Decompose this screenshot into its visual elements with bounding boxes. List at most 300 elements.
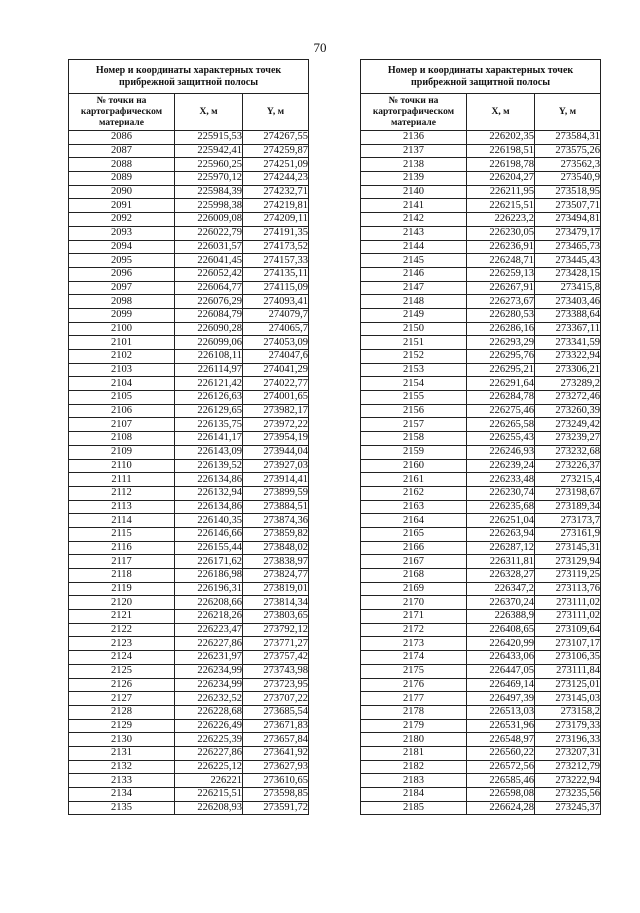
point-number-cell: 2086 <box>69 131 175 145</box>
point-number-cell: 2093 <box>69 226 175 240</box>
table-row <box>69 486 309 500</box>
table-row <box>361 705 601 719</box>
y-coordinate-cell: 273944,04 <box>243 445 309 459</box>
column-header-point-number: № точки на картографическом материале <box>69 94 175 131</box>
x-coordinate-cell: 226108,11 <box>175 350 243 364</box>
point-number-cell: 2108 <box>69 432 175 446</box>
column-header-x: X, м <box>175 94 243 131</box>
table-row <box>361 404 601 418</box>
x-coordinate-cell: 226064,77 <box>175 281 243 295</box>
x-coordinate-cell: 226293,29 <box>467 336 535 350</box>
point-number-cell: 2110 <box>69 459 175 473</box>
table-row <box>361 185 601 199</box>
table-row <box>69 705 309 719</box>
y-coordinate-cell: 274244,23 <box>243 172 309 186</box>
point-number-cell: 2126 <box>69 678 175 692</box>
y-coordinate-cell: 273707,22 <box>243 692 309 706</box>
y-coordinate-cell: 273388,64 <box>535 308 601 322</box>
table-row <box>361 541 601 555</box>
x-coordinate-cell: 226295,76 <box>467 350 535 364</box>
x-coordinate-cell: 226263,94 <box>467 527 535 541</box>
table-row <box>69 254 309 268</box>
point-number-cell: 2088 <box>69 158 175 172</box>
point-number-cell: 2131 <box>69 746 175 760</box>
y-coordinate-cell: 273207,31 <box>535 746 601 760</box>
x-coordinate-cell: 226132,94 <box>175 486 243 500</box>
table-row <box>69 610 309 624</box>
point-number-cell: 2102 <box>69 350 175 364</box>
x-coordinate-cell: 226135,75 <box>175 418 243 432</box>
point-number-cell: 2137 <box>361 144 467 158</box>
y-coordinate-cell: 274022,77 <box>243 377 309 391</box>
table-row <box>361 144 601 158</box>
point-number-cell: 2132 <box>69 760 175 774</box>
x-coordinate-cell: 226052,42 <box>175 267 243 281</box>
point-number-cell: 2157 <box>361 418 467 432</box>
x-coordinate-cell: 226134,86 <box>175 473 243 487</box>
point-number-cell: 2092 <box>69 213 175 227</box>
x-coordinate-cell: 226009,08 <box>175 213 243 227</box>
point-number-cell: 2161 <box>361 473 467 487</box>
y-coordinate-cell: 273113,76 <box>535 582 601 596</box>
table-row <box>69 801 309 815</box>
table-row <box>361 226 601 240</box>
y-coordinate-cell: 273598,85 <box>243 788 309 802</box>
x-coordinate-cell: 226370,24 <box>467 596 535 610</box>
page-number: 70 <box>313 40 327 55</box>
x-coordinate-cell: 226235,68 <box>467 500 535 514</box>
x-coordinate-cell: 226287,12 <box>467 541 535 555</box>
point-number-cell: 2089 <box>69 172 175 186</box>
table-row <box>69 760 309 774</box>
x-coordinate-cell: 226218,26 <box>175 610 243 624</box>
y-coordinate-cell: 273196,33 <box>535 733 601 747</box>
column-header-point-number: № точки на картографическом материале <box>361 94 467 131</box>
table-row <box>69 527 309 541</box>
table-row <box>69 541 309 555</box>
point-number-cell: 2139 <box>361 172 467 186</box>
point-number-cell: 2181 <box>361 746 467 760</box>
table-row <box>361 623 601 637</box>
x-coordinate-cell: 226388,9 <box>467 610 535 624</box>
point-number-cell: 2113 <box>69 500 175 514</box>
x-coordinate-cell: 226497,39 <box>467 692 535 706</box>
x-coordinate-cell: 226171,62 <box>175 555 243 569</box>
y-coordinate-cell: 273249,42 <box>535 418 601 432</box>
point-number-cell: 2177 <box>361 692 467 706</box>
point-number-cell: 2100 <box>69 322 175 336</box>
point-number-cell: 2144 <box>361 240 467 254</box>
point-number-cell: 2171 <box>361 610 467 624</box>
table-row <box>361 308 601 322</box>
table-row <box>69 569 309 583</box>
table-row <box>69 746 309 760</box>
table-row <box>69 432 309 446</box>
x-coordinate-cell: 226223,47 <box>175 623 243 637</box>
y-coordinate-cell: 273111,84 <box>535 664 601 678</box>
table-row <box>69 336 309 350</box>
x-coordinate-cell: 225970,12 <box>175 172 243 186</box>
point-number-cell: 2101 <box>69 336 175 350</box>
table-row <box>361 678 601 692</box>
x-coordinate-cell: 226143,09 <box>175 445 243 459</box>
x-coordinate-cell: 226141,17 <box>175 432 243 446</box>
y-coordinate-cell: 273874,36 <box>243 514 309 528</box>
x-coordinate-cell: 226246,93 <box>467 445 535 459</box>
table-row <box>69 350 309 364</box>
table-row <box>69 473 309 487</box>
table-row <box>69 281 309 295</box>
point-number-cell: 2140 <box>361 185 467 199</box>
coordinates-table-right <box>360 59 601 815</box>
y-coordinate-cell: 273415,8 <box>535 281 601 295</box>
y-coordinate-cell: 273109,64 <box>535 623 601 637</box>
table-body <box>69 131 309 815</box>
table-row <box>361 774 601 788</box>
table-row <box>361 760 601 774</box>
point-number-cell: 2125 <box>69 664 175 678</box>
y-coordinate-cell: 273884,51 <box>243 500 309 514</box>
point-number-cell: 2136 <box>361 131 467 145</box>
x-coordinate-cell: 226273,67 <box>467 295 535 309</box>
point-number-cell: 2164 <box>361 514 467 528</box>
x-coordinate-cell: 226469,14 <box>467 678 535 692</box>
point-number-cell: 2119 <box>69 582 175 596</box>
y-coordinate-cell: 273198,67 <box>535 486 601 500</box>
table-row <box>69 774 309 788</box>
x-coordinate-cell: 226347,2 <box>467 582 535 596</box>
point-number-cell: 2176 <box>361 678 467 692</box>
x-coordinate-cell: 226624,28 <box>467 801 535 815</box>
y-coordinate-cell: 273610,65 <box>243 774 309 788</box>
y-coordinate-cell: 273803,65 <box>243 610 309 624</box>
x-coordinate-cell: 226531,96 <box>467 719 535 733</box>
point-number-cell: 2117 <box>69 555 175 569</box>
table-row <box>69 459 309 473</box>
point-number-cell: 2158 <box>361 432 467 446</box>
x-coordinate-cell: 226155,44 <box>175 541 243 555</box>
point-number-cell: 2127 <box>69 692 175 706</box>
y-coordinate-cell: 273212,79 <box>535 760 601 774</box>
table-row <box>361 295 601 309</box>
y-coordinate-cell: 273161,9 <box>535 527 601 541</box>
point-number-cell: 2106 <box>69 404 175 418</box>
y-coordinate-cell: 273129,94 <box>535 555 601 569</box>
table-row <box>361 391 601 405</box>
table-row <box>361 473 601 487</box>
table-row <box>361 596 601 610</box>
y-coordinate-cell: 273239,27 <box>535 432 601 446</box>
table-row <box>361 651 601 665</box>
table-row <box>69 295 309 309</box>
point-number-cell: 2160 <box>361 459 467 473</box>
table-row <box>361 569 601 583</box>
x-coordinate-cell: 226146,66 <box>175 527 243 541</box>
x-coordinate-cell: 226265,58 <box>467 418 535 432</box>
table-row <box>361 172 601 186</box>
y-coordinate-cell: 273322,94 <box>535 350 601 364</box>
y-coordinate-cell: 273671,83 <box>243 719 309 733</box>
x-coordinate-cell: 226099,06 <box>175 336 243 350</box>
table-row <box>361 719 601 733</box>
y-coordinate-cell: 273341,59 <box>535 336 601 350</box>
x-coordinate-cell: 226585,46 <box>467 774 535 788</box>
x-coordinate-cell: 225984,39 <box>175 185 243 199</box>
table-row <box>69 377 309 391</box>
point-number-cell: 2135 <box>69 801 175 815</box>
table-title: Номер и координаты характерных точек прибрежной защитной полосы <box>361 60 601 94</box>
y-coordinate-cell: 273914,41 <box>243 473 309 487</box>
x-coordinate-cell: 226225,12 <box>175 760 243 774</box>
y-coordinate-cell: 274065,7 <box>243 322 309 336</box>
point-number-cell: 2114 <box>69 514 175 528</box>
x-coordinate-cell: 226236,91 <box>467 240 535 254</box>
y-coordinate-cell: 273222,94 <box>535 774 601 788</box>
point-number-cell: 2143 <box>361 226 467 240</box>
table-row <box>361 377 601 391</box>
table-row <box>361 788 601 802</box>
point-number-cell: 2183 <box>361 774 467 788</box>
x-coordinate-cell: 226233,48 <box>467 473 535 487</box>
table-row <box>361 459 601 473</box>
y-coordinate-cell: 273245,37 <box>535 801 601 815</box>
y-coordinate-cell: 274267,55 <box>243 131 309 145</box>
point-number-cell: 2173 <box>361 637 467 651</box>
y-coordinate-cell: 273838,97 <box>243 555 309 569</box>
x-coordinate-cell: 226221 <box>175 774 243 788</box>
table-row <box>69 719 309 733</box>
point-number-cell: 2091 <box>69 199 175 213</box>
table-row <box>69 144 309 158</box>
x-coordinate-cell: 226286,16 <box>467 322 535 336</box>
point-number-cell: 2185 <box>361 801 467 815</box>
y-coordinate-cell: 274157,33 <box>243 254 309 268</box>
x-coordinate-cell: 226204,27 <box>467 172 535 186</box>
y-coordinate-cell: 273824,77 <box>243 569 309 583</box>
x-coordinate-cell: 226408,65 <box>467 623 535 637</box>
table-row <box>69 240 309 254</box>
point-number-cell: 2122 <box>69 623 175 637</box>
point-number-cell: 2107 <box>69 418 175 432</box>
y-coordinate-cell: 273723,95 <box>243 678 309 692</box>
point-number-cell: 2151 <box>361 336 467 350</box>
table-row <box>69 445 309 459</box>
x-coordinate-cell: 226267,91 <box>467 281 535 295</box>
y-coordinate-cell: 273106,35 <box>535 651 601 665</box>
table-row <box>361 350 601 364</box>
y-coordinate-cell: 274209,11 <box>243 213 309 227</box>
point-number-cell: 2167 <box>361 555 467 569</box>
point-number-cell: 2179 <box>361 719 467 733</box>
point-number-cell: 2178 <box>361 705 467 719</box>
y-coordinate-cell: 273591,72 <box>243 801 309 815</box>
point-number-cell: 2172 <box>361 623 467 637</box>
x-coordinate-cell: 226598,08 <box>467 788 535 802</box>
table-row <box>69 363 309 377</box>
y-coordinate-cell: 273627,93 <box>243 760 309 774</box>
y-coordinate-cell: 273479,17 <box>535 226 601 240</box>
point-number-cell: 2165 <box>361 527 467 541</box>
table-row <box>69 158 309 172</box>
point-number-cell: 2180 <box>361 733 467 747</box>
x-coordinate-cell: 225942,41 <box>175 144 243 158</box>
point-number-cell: 2104 <box>69 377 175 391</box>
x-coordinate-cell: 226208,93 <box>175 801 243 815</box>
y-coordinate-cell: 273685,54 <box>243 705 309 719</box>
point-number-cell: 2138 <box>361 158 467 172</box>
x-coordinate-cell: 226076,29 <box>175 295 243 309</box>
table-row <box>361 610 601 624</box>
table-row <box>361 322 601 336</box>
point-number-cell: 2156 <box>361 404 467 418</box>
table-row <box>361 637 601 651</box>
y-coordinate-cell: 273179,33 <box>535 719 601 733</box>
y-coordinate-cell: 274001,65 <box>243 391 309 405</box>
column-header-x: X, м <box>467 94 535 131</box>
table-row <box>69 637 309 651</box>
y-coordinate-cell: 273641,92 <box>243 746 309 760</box>
x-coordinate-cell: 226215,51 <box>467 199 535 213</box>
x-coordinate-cell: 226121,42 <box>175 377 243 391</box>
y-coordinate-cell: 273507,71 <box>535 199 601 213</box>
table-row <box>69 555 309 569</box>
table-row <box>361 527 601 541</box>
table-row <box>361 555 601 569</box>
x-coordinate-cell: 226202,35 <box>467 131 535 145</box>
point-number-cell: 2153 <box>361 363 467 377</box>
point-number-cell: 2099 <box>69 308 175 322</box>
table-row <box>69 267 309 281</box>
x-coordinate-cell: 226234,99 <box>175 664 243 678</box>
table-row <box>69 322 309 336</box>
table-row <box>361 445 601 459</box>
y-coordinate-cell: 273145,03 <box>535 692 601 706</box>
x-coordinate-cell: 226548,97 <box>467 733 535 747</box>
point-number-cell: 2116 <box>69 541 175 555</box>
point-number-cell: 2169 <box>361 582 467 596</box>
x-coordinate-cell: 226275,46 <box>467 404 535 418</box>
y-coordinate-cell: 273107,17 <box>535 637 601 651</box>
x-coordinate-cell: 226239,24 <box>467 459 535 473</box>
y-coordinate-cell: 273927,03 <box>243 459 309 473</box>
y-coordinate-cell: 273428,15 <box>535 267 601 281</box>
x-coordinate-cell: 225915,53 <box>175 131 243 145</box>
point-number-cell: 2154 <box>361 377 467 391</box>
y-coordinate-cell: 273972,22 <box>243 418 309 432</box>
x-coordinate-cell: 226311,81 <box>467 555 535 569</box>
point-number-cell: 2174 <box>361 651 467 665</box>
x-coordinate-cell: 226572,56 <box>467 760 535 774</box>
y-coordinate-cell: 273235,56 <box>535 788 601 802</box>
y-coordinate-cell: 274079,7 <box>243 308 309 322</box>
x-coordinate-cell: 226126,63 <box>175 391 243 405</box>
y-coordinate-cell: 274219,81 <box>243 199 309 213</box>
y-coordinate-cell: 273145,31 <box>535 541 601 555</box>
table-title: Номер и координаты характерных точек прибрежной защитной полосы <box>69 60 309 94</box>
point-number-cell: 2152 <box>361 350 467 364</box>
table-row <box>361 801 601 815</box>
x-coordinate-cell: 226140,35 <box>175 514 243 528</box>
x-coordinate-cell: 226255,43 <box>467 432 535 446</box>
x-coordinate-cell: 226231,97 <box>175 651 243 665</box>
y-coordinate-cell: 274047,6 <box>243 350 309 364</box>
y-coordinate-cell: 274191,35 <box>243 226 309 240</box>
y-coordinate-cell: 273173,7 <box>535 514 601 528</box>
table-row <box>69 678 309 692</box>
y-coordinate-cell: 273899,59 <box>243 486 309 500</box>
point-number-cell: 2097 <box>69 281 175 295</box>
table-row <box>361 692 601 706</box>
x-coordinate-cell: 226186,98 <box>175 569 243 583</box>
x-coordinate-cell: 225998,38 <box>175 199 243 213</box>
table-row <box>69 185 309 199</box>
x-coordinate-cell: 226196,31 <box>175 582 243 596</box>
table-row <box>361 582 601 596</box>
table-row <box>361 213 601 227</box>
x-coordinate-cell: 226031,57 <box>175 240 243 254</box>
y-coordinate-cell: 273306,21 <box>535 363 601 377</box>
x-coordinate-cell: 226447,05 <box>467 664 535 678</box>
y-coordinate-cell: 274041,29 <box>243 363 309 377</box>
x-coordinate-cell: 226248,71 <box>467 254 535 268</box>
x-coordinate-cell: 226139,52 <box>175 459 243 473</box>
y-coordinate-cell: 273954,19 <box>243 432 309 446</box>
table-row <box>361 199 601 213</box>
x-coordinate-cell: 226090,28 <box>175 322 243 336</box>
table-row <box>361 514 601 528</box>
table-row <box>69 172 309 186</box>
y-coordinate-cell: 273819,01 <box>243 582 309 596</box>
y-coordinate-cell: 273859,82 <box>243 527 309 541</box>
y-coordinate-cell: 274093,41 <box>243 295 309 309</box>
y-coordinate-cell: 273158,2 <box>535 705 601 719</box>
x-coordinate-cell: 226084,79 <box>175 308 243 322</box>
table-row <box>69 582 309 596</box>
x-coordinate-cell: 226230,74 <box>467 486 535 500</box>
point-number-cell: 2090 <box>69 185 175 199</box>
x-coordinate-cell: 226295,21 <box>467 363 535 377</box>
table-row <box>361 336 601 350</box>
y-coordinate-cell: 273189,34 <box>535 500 601 514</box>
x-coordinate-cell: 226198,78 <box>467 158 535 172</box>
point-number-cell: 2141 <box>361 199 467 213</box>
point-number-cell: 2166 <box>361 541 467 555</box>
table-row <box>69 514 309 528</box>
table-row <box>361 281 601 295</box>
point-number-cell: 2147 <box>361 281 467 295</box>
table-row <box>69 596 309 610</box>
y-coordinate-cell: 273289,2 <box>535 377 601 391</box>
table-row <box>361 500 601 514</box>
y-coordinate-cell: 273657,84 <box>243 733 309 747</box>
point-number-cell: 2094 <box>69 240 175 254</box>
point-number-cell: 2087 <box>69 144 175 158</box>
y-coordinate-cell: 273465,73 <box>535 240 601 254</box>
point-number-cell: 2112 <box>69 486 175 500</box>
table-row <box>69 226 309 240</box>
column-header-y: Y, м <box>535 94 601 131</box>
table-row <box>69 418 309 432</box>
table-row <box>69 500 309 514</box>
table-row <box>361 158 601 172</box>
coordinates-table-left <box>68 59 309 815</box>
y-coordinate-cell: 273403,46 <box>535 295 601 309</box>
point-number-cell: 2182 <box>361 760 467 774</box>
point-number-cell: 2159 <box>361 445 467 459</box>
table-row <box>69 692 309 706</box>
table-row <box>361 733 601 747</box>
table-row <box>69 733 309 747</box>
